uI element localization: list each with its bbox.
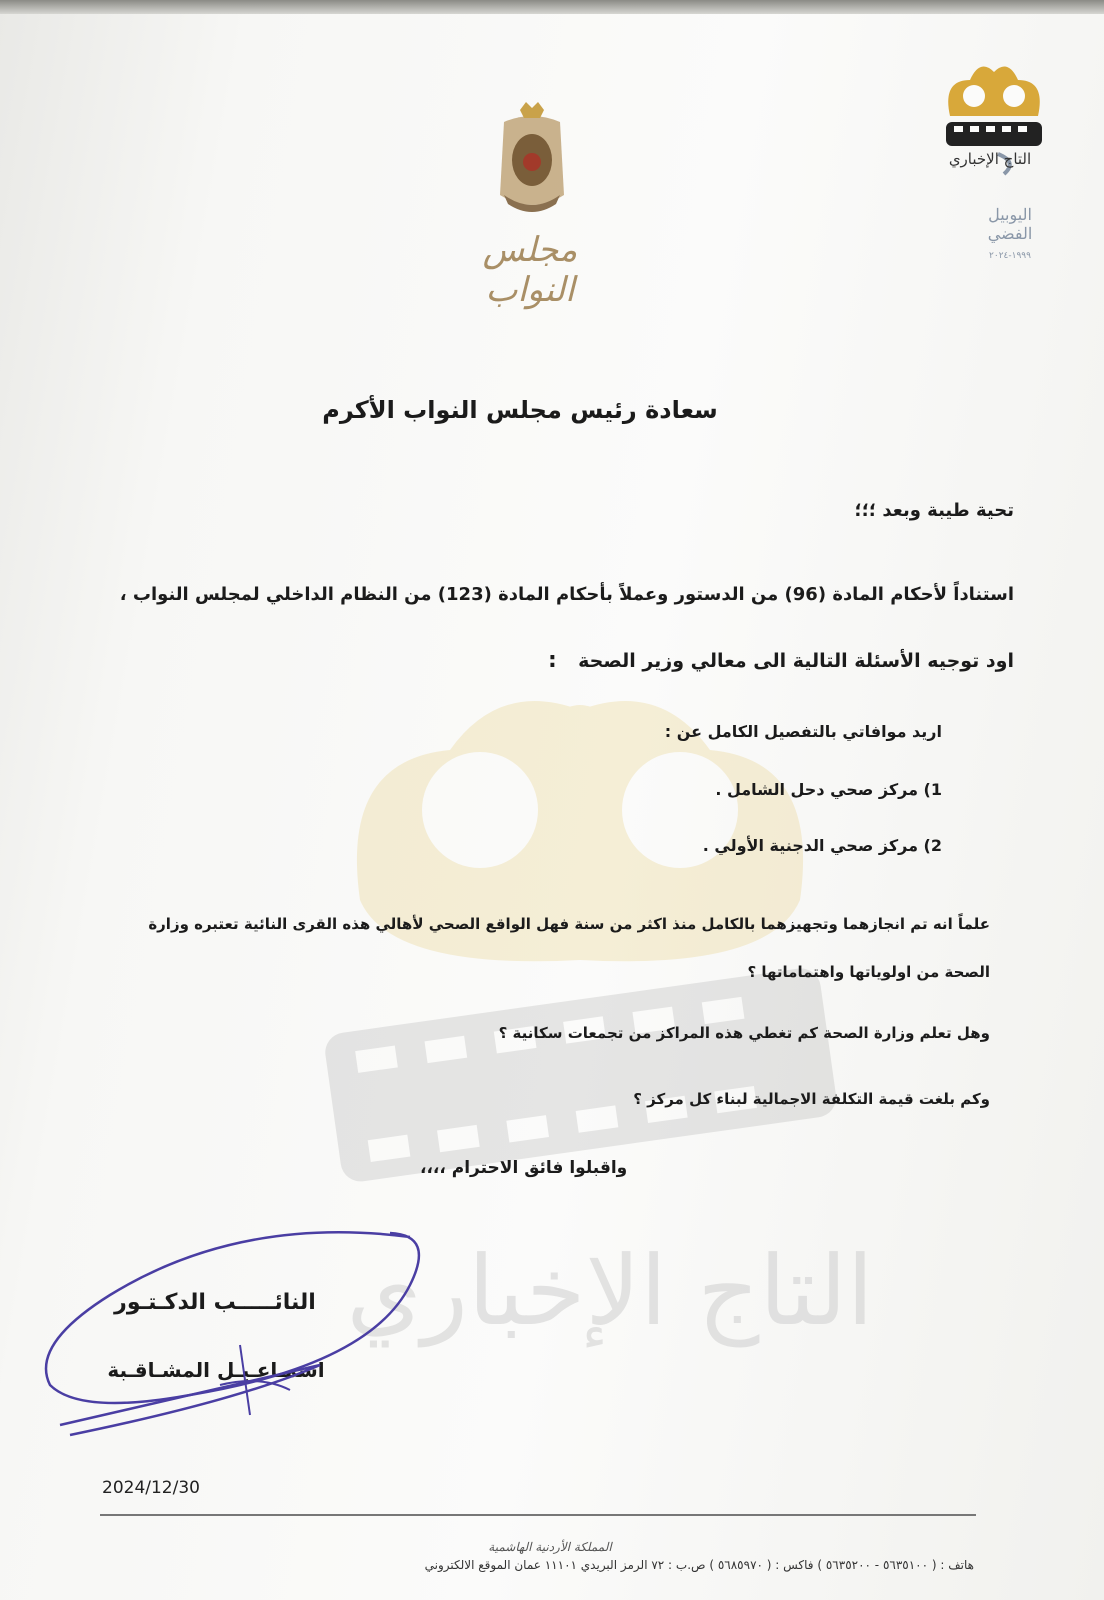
letter-date: 2024/12/30 <box>102 1478 200 1498</box>
salutation: سعادة رئيس مجلس النواب الأكرم <box>322 396 718 424</box>
question-cost: وكم بلغت قيمة التكلفة الاجمالية لبناء كل مركز ؟ <box>633 1090 990 1108</box>
corner-logo-text: التاج الإخباري <box>948 150 1032 168</box>
paragraph-intent: اود توجيه الأسئلة التالية الى معالي وزير الصحة <box>578 650 1014 672</box>
signature-title: النائـــــب الدكـتـور <box>114 1290 316 1315</box>
handwritten-signature-icon <box>40 1225 510 1455</box>
footer-divider <box>100 1514 976 1516</box>
footer-contact: هاتف : ( ٥٦٣٥١٠٠ - ٥٦٣٥٢٠٠ ) فاكس : ( ٥٦٨٥٩٧٠ ) ص.ب : ٧٢ الرمز البريدي ١١١٠١ عمان الموقع الالكتروني <box>424 1558 974 1572</box>
list-item: 1) مركز صحي دحل الشامل . <box>715 780 942 799</box>
greeting: تحية طيبة وبعد ؛؛؛ <box>854 500 1014 521</box>
jubilee-logo-text: اليوبيل الفضي <box>987 205 1033 243</box>
list-item: 2) مركز صحي الدجنية الأولي . <box>702 836 942 855</box>
request-line: اريد موافاتي بالتفصيل الكامل عن : <box>664 722 942 741</box>
question-coverage: وهل تعلم وزارة الصحة كم تغطي هذه المراكز من تجمعات سكانية ؟ <box>498 1024 990 1042</box>
colon: : <box>548 648 557 673</box>
council-name-logo: مجلس النواب <box>482 230 578 310</box>
signature-name: اسمـاعـيـل المشـاقـبة <box>107 1358 325 1382</box>
paragraph-question: علماً انه تم انجازهما وتجهيزهما بالكامل منذ اكثر من سنة فهل الواقع الصحي لأهالي هذه القرى النائية تعتبره وزارة الصحة من اولوياتها واهتماماتها ؟ <box>148 915 990 981</box>
closing: واقبلوا فائق الاحترام ،،،، <box>420 1158 628 1178</box>
jubilee-years: ١٩٩٩-٢٠٢٤ <box>989 251 1031 261</box>
paragraph-reference: استناداً لأحكام المادة (96) من الدستور وعملاً بأحكام المادة (123) من النظام الداخلي لمجلس النواب ، <box>119 584 1014 605</box>
coat-of-arms-icon <box>484 100 580 220</box>
watermark-text: التاج الإخباري <box>346 1235 874 1347</box>
footer-logo-text: المملكة الأردنية الهاشمية <box>488 1540 612 1554</box>
top-edge <box>0 0 1104 14</box>
